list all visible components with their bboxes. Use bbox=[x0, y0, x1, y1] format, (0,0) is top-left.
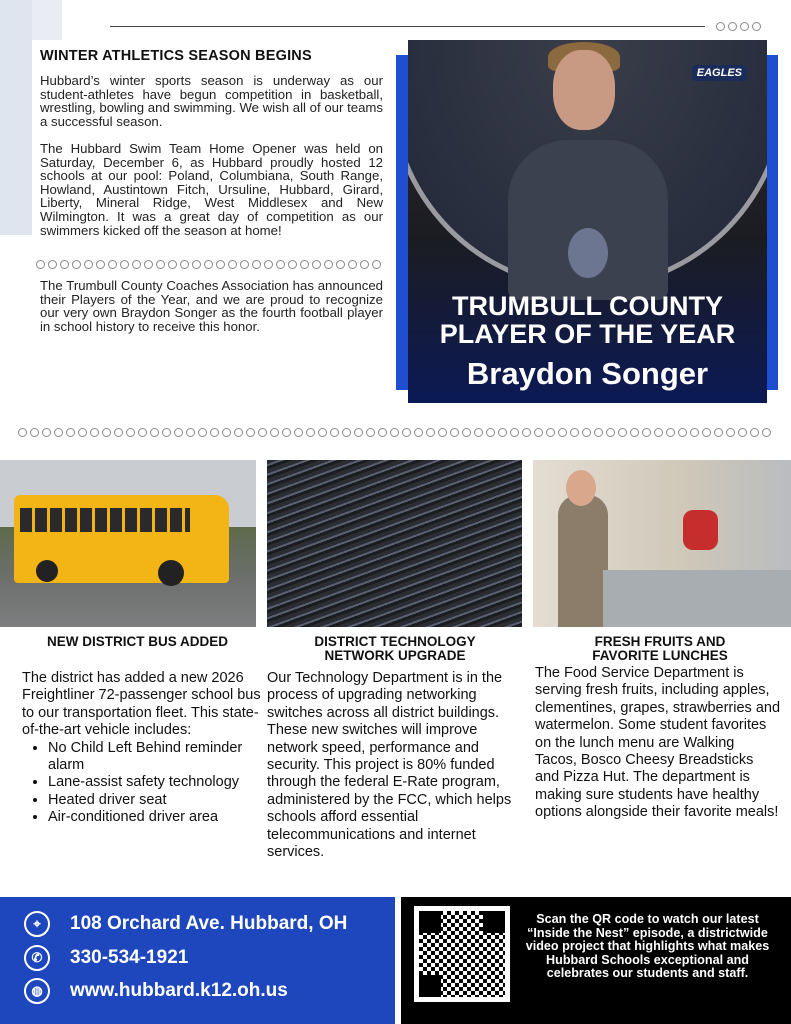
decorative-circle bbox=[210, 428, 219, 437]
decorative-circle bbox=[18, 428, 27, 437]
decorative-circle bbox=[372, 260, 381, 269]
bus-photo bbox=[0, 460, 256, 627]
decorative-circle bbox=[84, 260, 93, 269]
decorative-circle bbox=[234, 428, 243, 437]
decorative-circle bbox=[378, 428, 387, 437]
feature-name: Braydon Songer bbox=[466, 356, 709, 391]
decorative-circle bbox=[54, 428, 63, 437]
decorative-circle bbox=[306, 428, 315, 437]
decorative-circle bbox=[108, 260, 117, 269]
column-title: FRESH FRUITS AND FAVORITE LUNCHES bbox=[592, 634, 728, 663]
decorative-circle bbox=[252, 260, 261, 269]
decorative-circle bbox=[666, 428, 675, 437]
decorative-circle bbox=[762, 428, 771, 437]
decorative-circle bbox=[390, 428, 399, 437]
decorative-circle bbox=[96, 260, 105, 269]
globe-icon: ◍ bbox=[24, 978, 50, 1004]
decorative-circle bbox=[582, 428, 591, 437]
decorative-circle bbox=[144, 260, 153, 269]
cafeteria-photo bbox=[533, 460, 791, 627]
decorative-circle bbox=[342, 428, 351, 437]
feature-line1: TRUMBULL COUNTY bbox=[452, 291, 723, 321]
decorative-circle bbox=[606, 428, 615, 437]
article-paragraph: Hubbard’s winter sports season is underway as our student-athletes have begun competition in basketball, wrestling, bowling and swimming. We wish all of our teams a successful season. bbox=[40, 73, 383, 129]
decorative-circle bbox=[546, 428, 555, 437]
decorative-circle bbox=[300, 260, 309, 269]
decorative-circle bbox=[414, 428, 423, 437]
decorative-band bbox=[0, 0, 32, 235]
decorative-circle bbox=[36, 260, 45, 269]
decorative-circle bbox=[162, 428, 171, 437]
decorative-circle bbox=[348, 260, 357, 269]
decorative-circle bbox=[402, 428, 411, 437]
decorative-circle bbox=[282, 428, 291, 437]
decorative-circle bbox=[102, 428, 111, 437]
decorative-circle bbox=[192, 260, 201, 269]
decorative-circle bbox=[570, 428, 579, 437]
decorative-circle bbox=[60, 260, 69, 269]
decorative-circle bbox=[642, 428, 651, 437]
decorative-circle bbox=[66, 428, 75, 437]
column-text: Our Technology Department is in the process of upgrading networking switches across all district buildings. These new switches will improve network speed, performance and security. This project is 80% funded through the federal E-Rate program, administered by the FCC, which helps schools afford essential telecommunications and internet services. bbox=[267, 670, 512, 861]
article-title: WINTER ATHLETICS SEASON BEGINS bbox=[40, 48, 312, 64]
decorative-circle bbox=[474, 428, 483, 437]
decorative-circle bbox=[150, 428, 159, 437]
decorative-circle bbox=[438, 428, 447, 437]
decorative-circle bbox=[270, 428, 279, 437]
decorative-circle bbox=[330, 428, 339, 437]
decorative-circles bbox=[18, 428, 771, 437]
phone-row bbox=[24, 945, 188, 971]
decorative-circle bbox=[156, 260, 165, 269]
decorative-circle bbox=[294, 428, 303, 437]
decorative-circle bbox=[498, 428, 507, 437]
column-title: NEW DISTRICT BUS ADDED bbox=[47, 634, 228, 649]
contact-panel bbox=[0, 897, 395, 1024]
decorative-circle bbox=[726, 428, 735, 437]
phone-icon: ✆ bbox=[24, 945, 50, 971]
decorative-circle bbox=[366, 428, 375, 437]
column-paragraph: The district has added a new 2026 Freightliner 72-passenger school bus to our transportation fleet. This state-of-the-art vehicle includes: bbox=[22, 670, 261, 739]
qr-description: Scan the QR code to watch our latest “Inside the Nest” episode, a districtwide video project that highlights what makes Hubbard Schools exceptional and celebrates our students and staff. bbox=[525, 912, 770, 981]
decorative-circle bbox=[258, 428, 267, 437]
decorative-circle bbox=[534, 428, 543, 437]
list-item: • Air-conditioned driver area bbox=[48, 809, 262, 826]
list-item: • Lane-assist safety technology bbox=[48, 774, 262, 791]
decorative-circle bbox=[510, 428, 519, 437]
decorative-circle bbox=[426, 428, 435, 437]
decorative-circle bbox=[240, 260, 249, 269]
decorative-circle bbox=[630, 428, 639, 437]
network-switch-photo bbox=[267, 460, 522, 627]
feature-list bbox=[48, 740, 262, 827]
player-of-year-graphic bbox=[408, 40, 767, 403]
decorative-circle bbox=[216, 260, 225, 269]
decorative-circle bbox=[126, 428, 135, 437]
qr-code[interactable] bbox=[414, 906, 510, 1002]
decorative-circle bbox=[228, 260, 237, 269]
decorative-circle bbox=[690, 428, 699, 437]
decorative-circle bbox=[594, 428, 603, 437]
eagles-logo: EAGLES bbox=[692, 65, 747, 81]
address-row bbox=[24, 911, 347, 937]
decorative-circle bbox=[264, 260, 273, 269]
decorative-circle bbox=[90, 428, 99, 437]
address: 108 Orchard Ave. Hubbard, OH bbox=[70, 913, 348, 934]
website-row[interactable] bbox=[24, 978, 288, 1004]
decorative-circle bbox=[114, 428, 123, 437]
article-paragraph: The Trumbull County Coaches Association has announced their Players of the Year, and we are proud to recognize our very own Braydon Songer as the fourth football player in school history to receive this honor. bbox=[40, 278, 383, 334]
decorative-circle bbox=[132, 260, 141, 269]
decorative-circle bbox=[336, 260, 345, 269]
decorative-circle bbox=[558, 428, 567, 437]
decorative-circle bbox=[288, 260, 297, 269]
decorative-circle bbox=[618, 428, 627, 437]
list-item: • No Child Left Behind reminder alarm bbox=[48, 740, 262, 775]
decorative-circle bbox=[222, 428, 231, 437]
decorative-circle bbox=[204, 260, 213, 269]
decorative-circle bbox=[186, 428, 195, 437]
location-pin-icon: ⌖ bbox=[24, 911, 50, 937]
decorative-circle bbox=[42, 428, 51, 437]
decorative-circle bbox=[324, 260, 333, 269]
decorative-circle bbox=[276, 260, 285, 269]
decorative-circle bbox=[138, 428, 147, 437]
decorative-circle bbox=[246, 428, 255, 437]
decorative-circle bbox=[522, 428, 531, 437]
decorative-circle bbox=[654, 428, 663, 437]
article-paragraph: The Hubbard Swim Team Home Opener was held on Saturday, December 6, as Hubbard proudly hosted 12 schools at our pool: Poland, Columbiana, South Range, Howland, Austintown Fitch, Ursuline, Hubbard, Girard, Liberty, Mineral Ridge, West Middlesex and New Wilmington. It was a great day of competition as our swimmers kicked off the season at home! bbox=[40, 141, 383, 238]
decorative-circle bbox=[72, 260, 81, 269]
decorative-circle bbox=[738, 428, 747, 437]
decorative-circle bbox=[30, 428, 39, 437]
decorative-circle bbox=[174, 428, 183, 437]
decorative-circle bbox=[48, 260, 57, 269]
decorative-circle bbox=[180, 260, 189, 269]
column-title: DISTRICT TECHNOLOGY NETWORK UPGRADE bbox=[314, 634, 476, 663]
decorative-circle bbox=[678, 428, 687, 437]
feature-line2: PLAYER OF THE YEAR bbox=[439, 319, 736, 349]
phone-number: 330-534-1921 bbox=[70, 947, 189, 968]
decorative-circle bbox=[318, 428, 327, 437]
column-text bbox=[22, 670, 262, 827]
decorative-circles bbox=[36, 260, 381, 269]
column-text: The Food Service Department is serving fresh fruits, including apples, clementines, grapes, strawberries and watermelon. Some student favorites on the lunch menu are Walking Tacos, Bosco Cheesy Breadsticks and Pizza Hut. The department is making sure students have healthy options alongside their favorite meals! bbox=[535, 665, 781, 821]
decorative-circle bbox=[120, 260, 129, 269]
divider bbox=[110, 26, 705, 27]
decorative-circle bbox=[312, 260, 321, 269]
decorative-circle bbox=[462, 428, 471, 437]
decorative-circle bbox=[168, 260, 177, 269]
decorative-circle bbox=[354, 428, 363, 437]
decorative-circle bbox=[198, 428, 207, 437]
decorative-circle bbox=[750, 428, 759, 437]
list-item: • Heated driver seat bbox=[48, 792, 262, 809]
decorative-circle bbox=[360, 260, 369, 269]
decorative-band bbox=[32, 0, 62, 40]
decorative-circle bbox=[78, 428, 87, 437]
decorative-circle bbox=[714, 428, 723, 437]
decorative-circle bbox=[702, 428, 711, 437]
decorative-circles bbox=[716, 22, 761, 31]
website-link[interactable]: www.hubbard.k12.oh.us bbox=[70, 980, 288, 1001]
decorative-circle bbox=[486, 428, 495, 437]
decorative-circle bbox=[450, 428, 459, 437]
